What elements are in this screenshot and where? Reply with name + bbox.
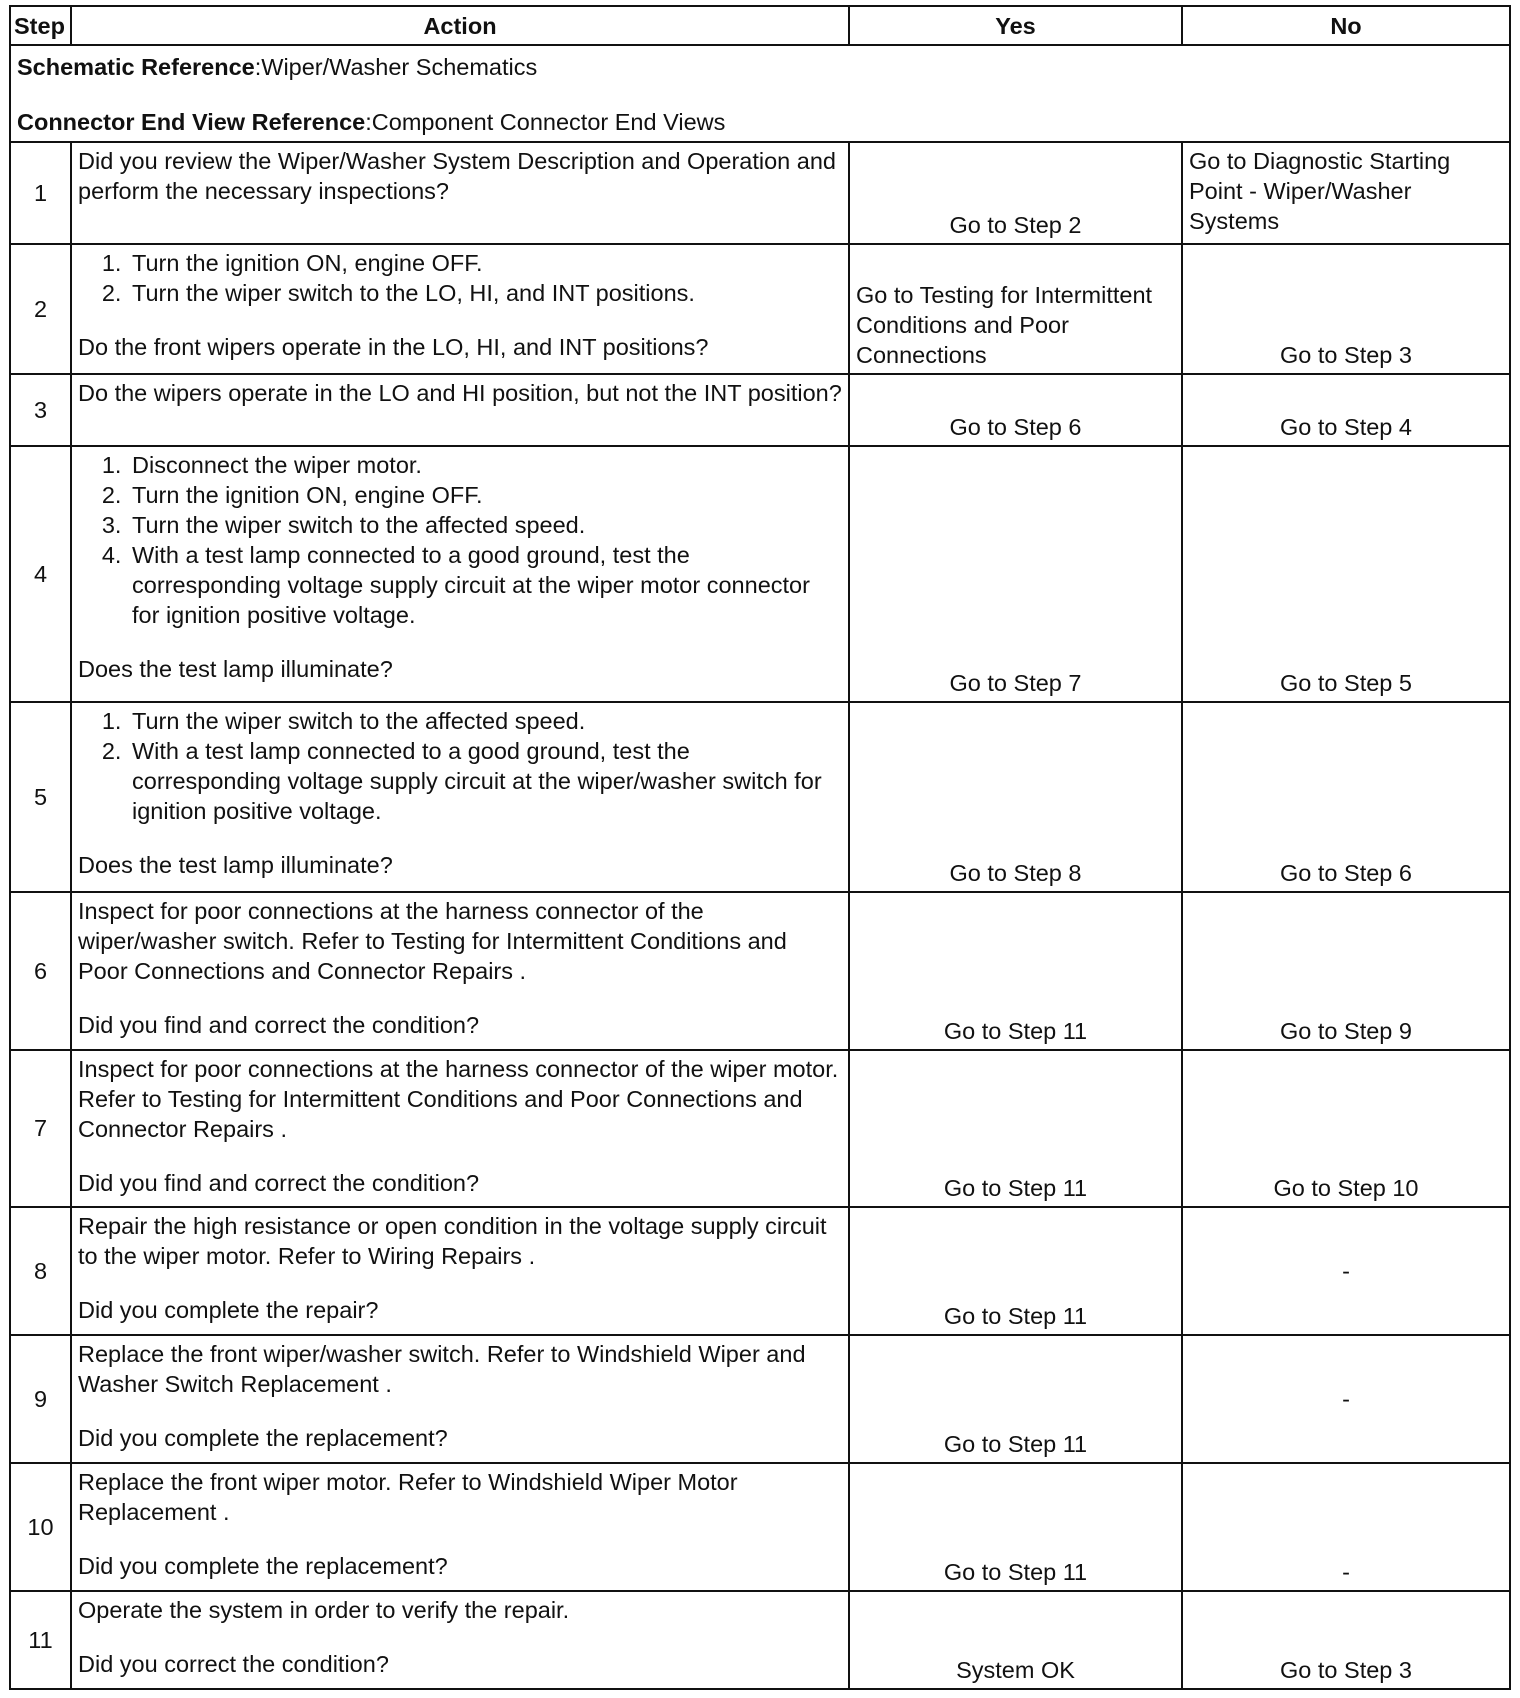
action-question: Did you find and correct the condition? [78, 1169, 480, 1196]
no-result: Go to Step 3 [1182, 244, 1510, 374]
no-result: Go to Step 3 [1182, 1591, 1510, 1689]
action-cell [71, 446, 849, 702]
table-row [10, 446, 1510, 702]
action-text: Do the wipers operate in the LO and HI position, but not the INT position? [71, 374, 849, 446]
yes-result: Go to Testing for Intermittent Conditions and Poor Connections [849, 244, 1182, 374]
procedure-step: 4. With a test lamp connected to a good ground, test the corresponding voltage supply circuit at the wiper motor connector for ignition positive voltage. [128, 540, 842, 630]
step-number: 10 [10, 1463, 71, 1591]
table-row [10, 374, 1510, 446]
table-row [10, 1050, 1510, 1207]
action-cell [71, 1050, 849, 1207]
step-number: 6 [10, 892, 71, 1049]
reference-row [10, 45, 1510, 142]
action-question: Do the front wipers operate in the LO, HI, and INT positions? [78, 334, 709, 361]
action-question: Did you correct the condition? [78, 1650, 389, 1677]
table-row [10, 142, 1510, 244]
action-text: Inspect for poor connections at the harness connector of the wiper motor. Refer to Testing for Intermittent Conditions and Poor Connections and Connector Repairs . [78, 1055, 839, 1142]
action-cell [71, 1335, 849, 1463]
no-result: Go to Step 5 [1182, 446, 1510, 702]
table-row [10, 1591, 1510, 1689]
no-result: - [1182, 1207, 1510, 1335]
header-yes: Yes [849, 6, 1182, 45]
action-text: Inspect for poor connections at the harness connector of the wiper/washer switch. Refer to Testing for Intermittent Conditions and Poor Connections and Connector Repairs . [78, 898, 787, 985]
yes-result: Go to Step 11 [849, 892, 1182, 1049]
action-cell [71, 702, 849, 892]
table-row [10, 702, 1510, 892]
header-action: Action [71, 6, 849, 45]
step-number: 7 [10, 1050, 71, 1207]
step-number: 9 [10, 1335, 71, 1463]
action-cell [71, 1591, 849, 1689]
procedure-step: 1. Turn the ignition ON, engine OFF. [128, 248, 842, 278]
procedure-step: 1. Disconnect the wiper motor. [128, 450, 842, 480]
procedure-list [78, 706, 842, 826]
step-number: 4 [10, 446, 71, 702]
procedure-list [78, 248, 842, 308]
yes-result: Go to Step 8 [849, 702, 1182, 892]
step-number: 3 [10, 374, 71, 446]
connector-reference [17, 107, 1503, 137]
table-row [10, 1207, 1510, 1335]
action-text: Did you review the Wiper/Washer System Description and Operation and perform the necessary inspections? [71, 142, 849, 244]
header-no: No [1182, 6, 1510, 45]
procedure-step: 3. Turn the wiper switch to the affected speed. [128, 510, 842, 540]
step-number: 2 [10, 244, 71, 374]
yes-result: Go to Step 6 [849, 374, 1182, 446]
no-result: - [1182, 1335, 1510, 1463]
action-question: Did you complete the replacement? [78, 1552, 448, 1579]
table-row [10, 1335, 1510, 1463]
yes-result: Go to Step 11 [849, 1463, 1182, 1591]
action-question: Does the test lamp illuminate? [78, 852, 393, 879]
action-question: Did you complete the repair? [78, 1296, 379, 1323]
no-result: - [1182, 1463, 1510, 1591]
reference-cell [10, 45, 1510, 142]
action-text: Repair the high resistance or open condition in the voltage supply circuit to the wiper motor. Refer to Wiring Repairs . [78, 1212, 827, 1269]
yes-result: Go to Step 11 [849, 1207, 1182, 1335]
table-row [10, 892, 1510, 1049]
no-result: Go to Step 10 [1182, 1050, 1510, 1207]
action-text: Replace the front wiper motor. Refer to Windshield Wiper Motor Replacement . [78, 1468, 738, 1525]
action-cell [71, 892, 849, 1049]
action-question: Did you find and correct the condition? [78, 1012, 480, 1039]
yes-result: Go to Step 11 [849, 1335, 1182, 1463]
no-result: Go to Step 4 [1182, 374, 1510, 446]
schematic-reference-value: :Wiper/Washer Schematics [254, 54, 538, 81]
step-number: 8 [10, 1207, 71, 1335]
yes-result: Go to Step 11 [849, 1050, 1182, 1207]
action-cell [71, 244, 849, 374]
header-row [10, 6, 1510, 45]
action-question: Does the test lamp illuminate? [78, 656, 393, 683]
procedure-step: 1. Turn the wiper switch to the affected speed. [128, 706, 842, 736]
diagnostic-table [9, 5, 1511, 1690]
procedure-step: 2. With a test lamp connected to a good ground, test the corresponding voltage supply circuit at the wiper/washer switch for ignition positive voltage. [128, 736, 842, 826]
no-result: Go to Step 6 [1182, 702, 1510, 892]
connector-reference-value: :Component Connector End Views [365, 109, 726, 136]
connector-reference-label: Connector End View Reference [17, 109, 366, 136]
no-result: Go to Step 9 [1182, 892, 1510, 1049]
action-cell [71, 1207, 849, 1335]
action-question: Did you complete the replacement? [78, 1424, 448, 1451]
yes-result: System OK [849, 1591, 1182, 1689]
no-result: Go to Diagnostic Starting Point - Wiper/Washer Systems [1182, 142, 1510, 244]
action-text: Operate the system in order to verify the repair. [78, 1596, 570, 1623]
procedure-step: 2. Turn the ignition ON, engine OFF. [128, 480, 842, 510]
table-row [10, 1463, 1510, 1591]
table-row [10, 244, 1510, 374]
schematic-reference [17, 52, 1503, 82]
action-text: Replace the front wiper/washer switch. Refer to Windshield Wiper and Washer Switch Replacement . [78, 1340, 806, 1397]
procedure-step: 2. Turn the wiper switch to the LO, HI, and INT positions. [128, 278, 842, 308]
action-cell [71, 1463, 849, 1591]
step-number: 5 [10, 702, 71, 892]
procedure-list [78, 450, 842, 630]
step-number: 1 [10, 142, 71, 244]
header-step: Step [10, 6, 71, 45]
schematic-reference-label: Schematic Reference [17, 54, 255, 81]
step-number: 11 [10, 1591, 71, 1689]
yes-result: Go to Step 2 [849, 142, 1182, 244]
yes-result: Go to Step 7 [849, 446, 1182, 702]
